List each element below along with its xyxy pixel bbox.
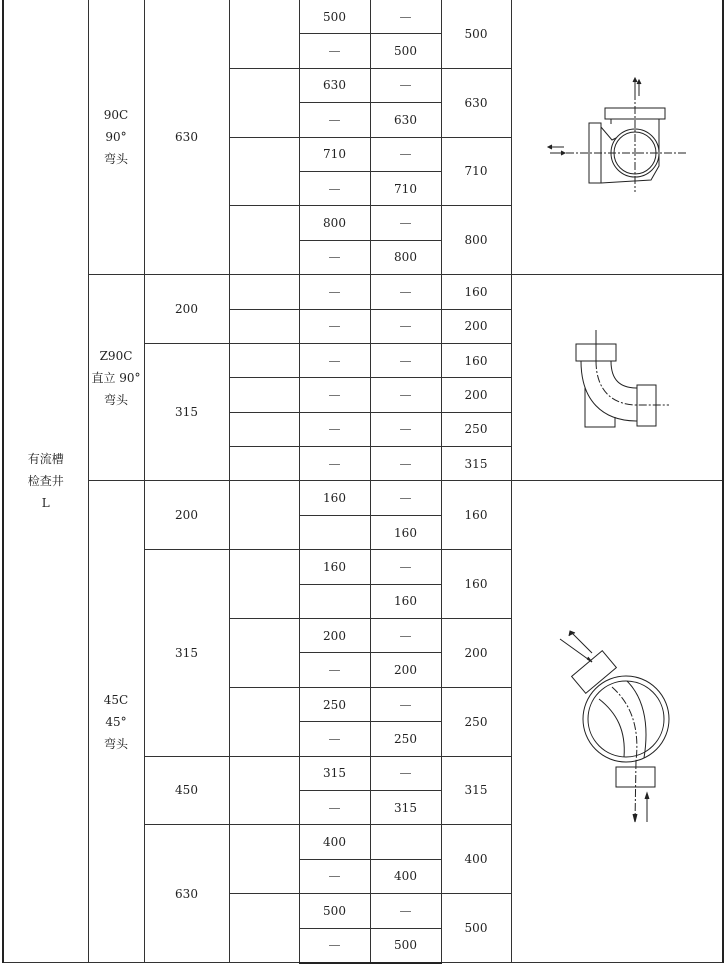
dn2-cell: 250	[370, 722, 441, 756]
dn2-cell: 160	[370, 515, 441, 549]
fitting-type-label: 90°	[105, 130, 127, 145]
dn1-cell: —	[299, 653, 370, 687]
dn2-cell: —	[370, 343, 441, 377]
empty-cell	[229, 309, 299, 343]
dn2-cell: —	[370, 412, 441, 446]
dn2-cell: 800	[370, 240, 441, 274]
dn2-cell: 500	[370, 928, 441, 963]
fitting-type-label: Z90C	[99, 348, 133, 363]
dn1-cell: 630	[299, 68, 370, 102]
empty-cell	[229, 275, 299, 309]
empty-cell	[229, 756, 299, 825]
branch-dn-cell: 160	[441, 343, 511, 377]
branch-dn-cell: 315	[441, 756, 511, 825]
fitting-type-label: 45C	[103, 692, 129, 707]
branch-dn-cell: 160	[441, 275, 511, 309]
empty-cell	[229, 447, 299, 481]
main-dn-cell: 630	[144, 825, 229, 963]
45-degree-elbow-drawing	[512, 481, 724, 964]
dn1-cell	[299, 584, 370, 618]
dn1-cell: 315	[299, 756, 370, 790]
dn2-cell: —	[370, 550, 441, 584]
dn1-cell: 160	[299, 481, 370, 515]
category-label: 检查井	[27, 474, 64, 489]
fitting-type-cell	[88, 481, 144, 963]
empty-cell	[229, 619, 299, 688]
dn1-cell: —	[299, 171, 370, 205]
dn2-cell: —	[370, 894, 441, 928]
upright-90-degree-elbow-drawing	[512, 275, 724, 482]
branch-dn-cell: 315	[441, 447, 511, 481]
dn1-cell: 160	[299, 550, 370, 584]
empty-cell	[229, 343, 299, 377]
empty-cell	[229, 550, 299, 619]
dn1-cell: 200	[299, 619, 370, 653]
table-row	[3, 275, 723, 309]
branch-dn-cell: 400	[441, 825, 511, 894]
empty-cell	[229, 206, 299, 275]
dn1-cell: 710	[299, 137, 370, 171]
dn2-cell: —	[370, 137, 441, 171]
category-cell	[3, 0, 88, 963]
category-label: L	[41, 496, 50, 511]
dn1-cell: 400	[299, 825, 370, 859]
dn1-cell: —	[299, 309, 370, 343]
main-dn-cell: 315	[144, 550, 229, 756]
figure-cell	[511, 0, 723, 275]
dn2-cell: 200	[370, 653, 441, 687]
dn2-cell: —	[370, 481, 441, 515]
fitting-type-label: 弯头	[103, 152, 128, 167]
branch-dn-cell: 630	[441, 68, 511, 137]
dn2-cell: —	[370, 447, 441, 481]
main-dn-cell: 630	[144, 0, 229, 275]
empty-cell	[229, 378, 299, 412]
fitting-type-cell	[88, 0, 144, 275]
fitting-type-label: 45°	[105, 714, 127, 729]
empty-cell	[229, 412, 299, 446]
empty-cell	[229, 0, 299, 68]
dn1-cell: —	[299, 412, 370, 446]
dn2-cell: —	[370, 0, 441, 34]
dn2-cell: —	[370, 378, 441, 412]
main-dn-cell: 315	[144, 343, 229, 481]
dn1-cell: 500	[299, 894, 370, 928]
empty-cell	[229, 894, 299, 963]
dn1-cell: 250	[299, 687, 370, 721]
branch-dn-cell: 500	[441, 894, 511, 963]
category-label: 有流槽	[27, 452, 64, 467]
dn2-cell: —	[370, 275, 441, 309]
branch-dn-cell: 250	[441, 412, 511, 446]
dn1-cell: —	[299, 790, 370, 824]
dn2-cell: —	[370, 68, 441, 102]
dn2-cell: —	[370, 687, 441, 721]
dn1-cell: 800	[299, 206, 370, 240]
branch-dn-cell: 160	[441, 481, 511, 550]
branch-dn-cell: 250	[441, 687, 511, 756]
figure-cell	[511, 275, 723, 481]
dn2-cell: 630	[370, 103, 441, 137]
branch-dn-cell: 200	[441, 378, 511, 412]
dn1-cell: —	[299, 859, 370, 893]
fitting-type-label: 90C	[103, 108, 129, 123]
dn2-cell: 400	[370, 859, 441, 893]
dn1-cell: —	[299, 34, 370, 68]
figure-cell	[511, 481, 723, 963]
empty-cell	[229, 687, 299, 756]
table-row	[3, 481, 723, 515]
main-dn-cell: 200	[144, 275, 229, 344]
dn2-cell: 160	[370, 584, 441, 618]
main-dn-cell: 450	[144, 756, 229, 825]
fitting-type-label: 弯头	[103, 392, 128, 407]
dn1-cell: —	[299, 240, 370, 274]
dn1-cell: —	[299, 343, 370, 377]
fitting-type-label: 弯头	[103, 736, 128, 751]
dn2-cell	[370, 825, 441, 859]
branch-dn-cell: 200	[441, 309, 511, 343]
table-row	[3, 0, 723, 34]
dn1-cell: —	[299, 275, 370, 309]
branch-dn-cell: 160	[441, 550, 511, 619]
empty-cell	[229, 137, 299, 206]
branch-dn-cell: 800	[441, 206, 511, 275]
dn2-cell: 500	[370, 34, 441, 68]
empty-cell	[229, 825, 299, 894]
fitting-spec-table	[2, 0, 724, 964]
dn1-cell: 500	[299, 0, 370, 34]
dn1-cell: —	[299, 378, 370, 412]
90-degree-elbow-drawing	[512, 0, 724, 273]
dn2-cell: 710	[370, 171, 441, 205]
dn2-cell: 315	[370, 790, 441, 824]
branch-dn-cell: 200	[441, 619, 511, 688]
dn1-cell	[299, 515, 370, 549]
branch-dn-cell: 710	[441, 137, 511, 206]
dn2-cell: —	[370, 756, 441, 790]
dn2-cell: —	[370, 206, 441, 240]
dn2-cell: —	[370, 619, 441, 653]
empty-cell	[229, 481, 299, 550]
dn1-cell: —	[299, 928, 370, 963]
fitting-type-label: 直立 90°	[91, 370, 141, 385]
dn1-cell: —	[299, 722, 370, 756]
empty-cell	[229, 68, 299, 137]
dn1-cell: —	[299, 103, 370, 137]
dn1-cell: —	[299, 447, 370, 481]
fitting-type-cell	[88, 275, 144, 481]
main-dn-cell: 200	[144, 481, 229, 550]
dn2-cell: —	[370, 309, 441, 343]
branch-dn-cell: 500	[441, 0, 511, 68]
